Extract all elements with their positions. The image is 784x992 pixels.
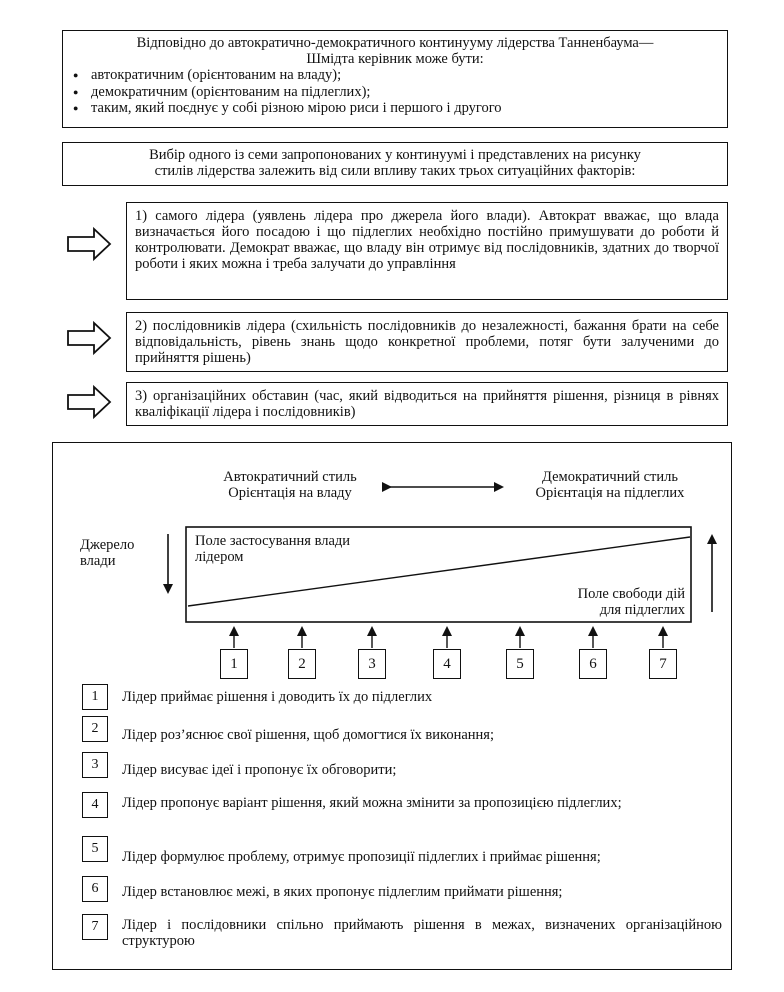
leader-power-field-label: Поле застосування влади лідером <box>195 533 351 565</box>
democratic-style-label: Демократичний стиль Орієнтація на підлеглих <box>535 469 685 501</box>
intro-bullet: ● автократичним (орієнтованим на владу); <box>71 67 719 84</box>
style-number-box: 3 <box>358 649 386 679</box>
style-number-box: 7 <box>649 649 677 679</box>
legend-text: Лідер встановлює межі, в яких пропонує підлеглим приймати рішення; <box>122 884 563 900</box>
legend-text: Лідер пропонує варіант рішення, який можна змінити за пропозицією підлеглих; <box>122 795 622 811</box>
factor-text-1: 1) самого лідера (уявлень лідера про джерела його влади). Автократ вважає, що влада визначається його посадою і що підлеглих необхідно постійно примушувати до роботи й контролювати. Демократ вважає, що владу він отримує від послідовників, здатних до творчої роботи і яких можна і треба залучати до управління <box>135 208 719 272</box>
intro-bullet: ● демократичним (орієнтованим на підлеглих); <box>71 84 719 101</box>
subordinate-freedom-field-label: Поле свободи дій для підлеглих <box>577 586 685 618</box>
legend-text: Лідер формулює проблему, отримує пропозиції підлеглих і приймає рішення; <box>122 849 601 865</box>
style-number-box: 6 <box>579 649 607 679</box>
style-number-box: 1 <box>220 649 248 679</box>
choice-line1: Вибір одного із семи запропонованих у континуумі і представлених на рисунку <box>149 147 641 163</box>
legend-text: Лідер роз’яснює свої рішення, щоб домогтися їх виконання; <box>122 727 495 743</box>
style-number-box: 5 <box>506 649 534 679</box>
intro-title-line1: Відповідно до автократично-демократичного континууму лідерства Танненбаума— <box>136 35 654 51</box>
legend-text: Лідер висуває ідеї і пропонує їх обговорити; <box>122 762 397 778</box>
intro-title-line2: Шмідта керівник може бути: <box>306 51 484 67</box>
intro-bullet: ● таким, який поєднує у собі різною мірою риси і першого і другого <box>71 100 719 117</box>
style-number-box: 2 <box>288 649 316 679</box>
legend-number: 5 <box>82 836 108 862</box>
legend-number: 4 <box>82 792 108 818</box>
legend-text: Лідер і послідовники спільно приймають рішення в межах, визначених організаційною структурою <box>122 917 722 949</box>
factor-text-3: 3) організаційних обставин (час, який відводиться на прийняття рішення, різниця в рівнях кваліфікації лідера і послідовників) <box>135 388 719 420</box>
autocratic-style-label: Автократичний стиль Орієнтація на владу <box>223 469 357 501</box>
legend-number: 7 <box>82 914 108 940</box>
choice-line2: стилів лідерства залежить від сили впливу таких трьох ситуаційних факторів: <box>154 163 636 179</box>
number-arrows <box>234 628 663 648</box>
factor-text-2: 2) послідовників лідера (схильність послідовників до незалежності, бажання брати на себе відповідальність, рівень знань щодо конкретної проблеми, потяг бути залученими до прийняття рішень) <box>135 318 719 366</box>
power-source-label: Джерело влади <box>80 537 135 569</box>
legend-number: 2 <box>82 716 108 742</box>
legend-number: 1 <box>82 684 108 710</box>
legend-text: Лідер приймає рішення і доводить їх до підлеглих <box>122 689 433 705</box>
legend-number: 6 <box>82 876 108 902</box>
style-number-box: 4 <box>433 649 461 679</box>
legend-number: 3 <box>82 752 108 778</box>
